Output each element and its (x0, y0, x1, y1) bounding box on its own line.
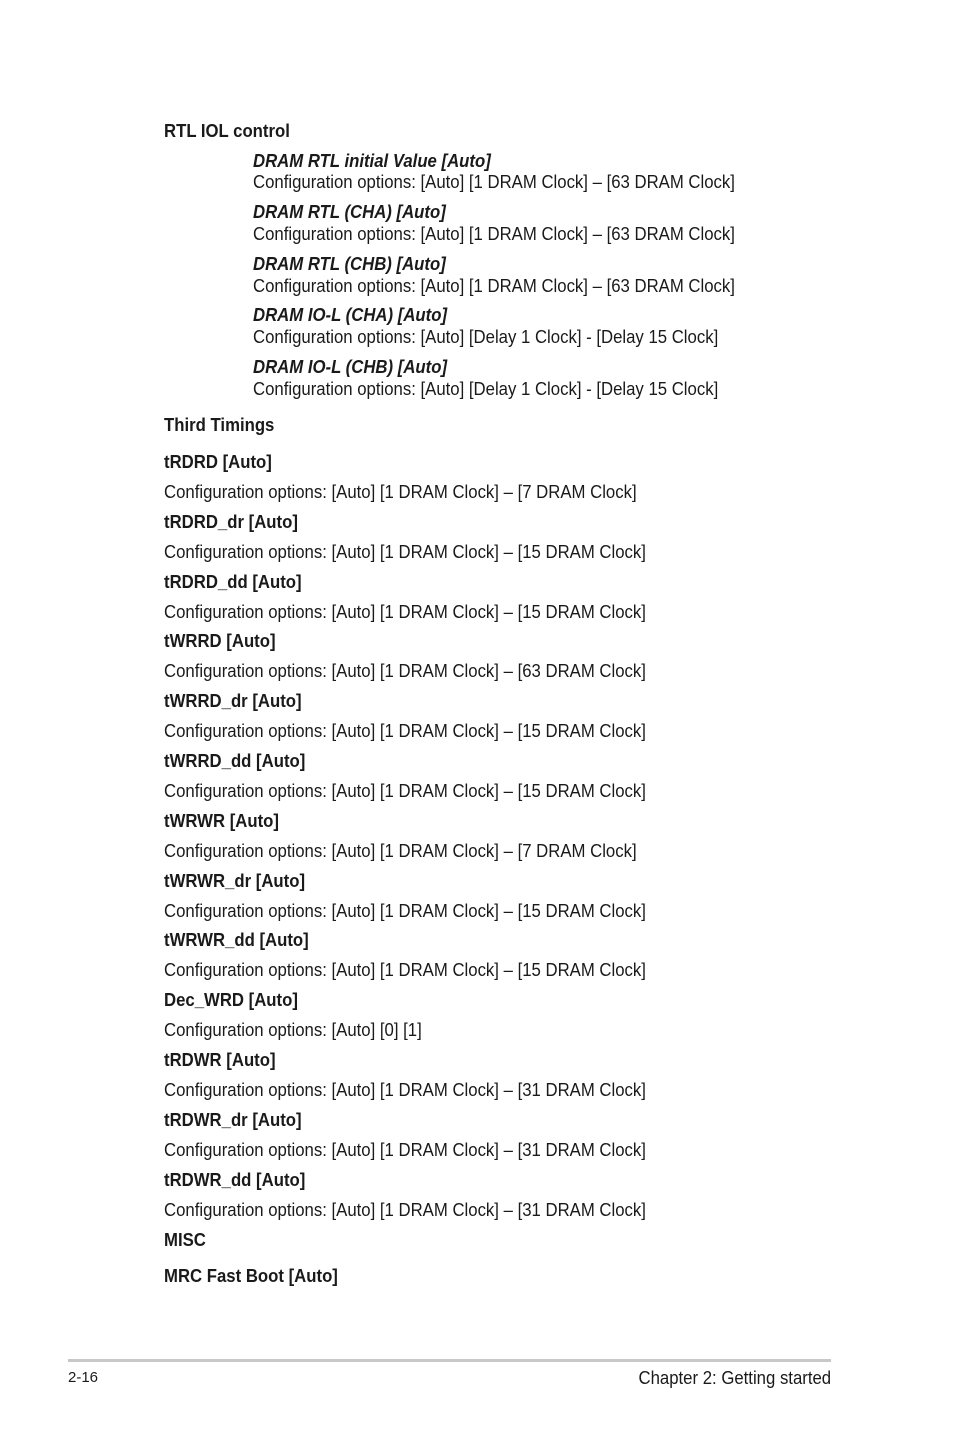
item-options: Configuration options: [Auto] [1 DRAM Clock] – [63 DRAM Clock] (253, 172, 735, 192)
item-options: Configuration options: [Auto] [Delay 1 Clock] - [Delay 15 Clock] (253, 379, 719, 399)
item-options: Configuration options: [Auto] [1 DRAM Clock] – [63 DRAM Clock] (253, 224, 735, 244)
chapter-title: Chapter 2: Getting started (638, 1368, 831, 1388)
item-options: Configuration options: [Auto] [1 DRAM Clock] – [15 DRAM Clock] (164, 901, 646, 921)
item-options: Configuration options: [Auto] [1 DRAM Clock] – [7 DRAM Clock] (164, 482, 637, 502)
item-title: DRAM RTL (CHA) [Auto] (253, 202, 446, 222)
item-title: tRDRD_dr [Auto] (164, 512, 298, 532)
item-title: tWRWR [Auto] (164, 811, 279, 831)
item-title: tWRWR_dd [Auto] (164, 930, 309, 950)
item-options: Configuration options: [Auto] [1 DRAM Clock] – [31 DRAM Clock] (164, 1200, 646, 1220)
item-title: tWRRD_dd [Auto] (164, 751, 306, 771)
item-title: DRAM IO-L (CHA) [Auto] (253, 305, 448, 325)
item-options: Configuration options: [Auto] [1 DRAM Clock] – [15 DRAM Clock] (164, 960, 646, 980)
item-title: tRDRD_dd [Auto] (164, 572, 302, 592)
item-title: tRDWR_dr [Auto] (164, 1110, 302, 1130)
item-title: MRC Fast Boot [Auto] (164, 1266, 338, 1286)
item-options: Configuration options: [Auto] [1 DRAM Clock] – [31 DRAM Clock] (164, 1080, 646, 1100)
section-heading-misc: MISC (164, 1230, 206, 1250)
item-options: Configuration options: [Auto] [1 DRAM Clock] – [15 DRAM Clock] (164, 602, 646, 622)
item-title: tRDWR [Auto] (164, 1050, 276, 1070)
item-title: tRDRD [Auto] (164, 452, 272, 472)
item-options: Configuration options: [Auto] [1 DRAM Clock] – [15 DRAM Clock] (164, 781, 646, 801)
section-heading-third-timings: Third Timings (164, 415, 275, 435)
item-title: DRAM RTL (CHB) [Auto] (253, 254, 446, 274)
item-title: DRAM IO-L (CHB) [Auto] (253, 357, 448, 377)
section-heading-rtl-iol-control: RTL IOL control (164, 121, 290, 141)
item-options: Configuration options: [Auto] [0] [1] (164, 1020, 422, 1040)
item-title: tWRRD [Auto] (164, 631, 276, 651)
item-options: Configuration options: [Auto] [1 DRAM Clock] – [7 DRAM Clock] (164, 841, 637, 861)
item-options: Configuration options: [Auto] [1 DRAM Clock] – [63 DRAM Clock] (253, 276, 735, 296)
item-title: tWRRD_dr [Auto] (164, 691, 302, 711)
item-options: Configuration options: [Auto] [1 DRAM Clock] – [63 DRAM Clock] (164, 661, 646, 681)
item-options: Configuration options: [Auto] [1 DRAM Clock] – [15 DRAM Clock] (164, 721, 646, 741)
item-title: DRAM RTL initial Value [Auto] (253, 151, 491, 171)
item-title: Dec_WRD [Auto] (164, 990, 298, 1010)
item-options: Configuration options: [Auto] [1 DRAM Clock] – [31 DRAM Clock] (164, 1140, 646, 1160)
page-number: 2-16 (68, 1369, 99, 1386)
item-title: tWRWR_dr [Auto] (164, 871, 306, 891)
item-title: tRDWR_dd [Auto] (164, 1170, 306, 1190)
item-options: Configuration options: [Auto] [Delay 1 Clock] - [Delay 15 Clock] (253, 327, 719, 347)
item-options: Configuration options: [Auto] [1 DRAM Clock] – [15 DRAM Clock] (164, 542, 646, 562)
footer-divider (68, 1359, 831, 1362)
